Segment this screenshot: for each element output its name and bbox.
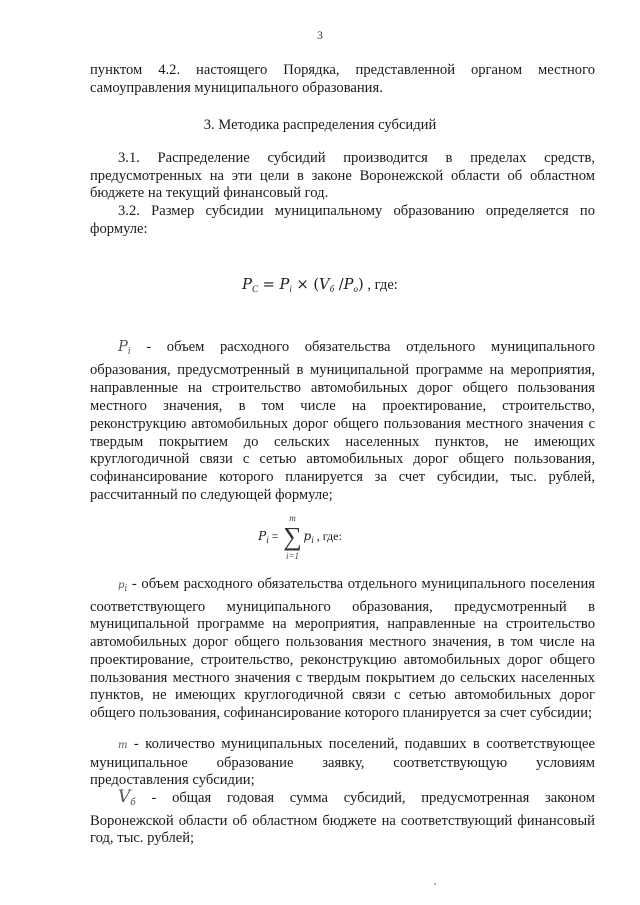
definition-symbol-pi: P (118, 338, 128, 355)
definition-symbol-m: m (118, 740, 128, 751)
sum-upper-limit: m (289, 513, 296, 523)
paragraph-3-2: 3.2. Размер субсидии муниципальному образованию определяется по формуле: (90, 203, 595, 237)
page-number: 3 (317, 30, 323, 42)
sum-subscript-i: i (266, 534, 269, 545)
definition-pi-total (90, 338, 595, 505)
definition-text-m: - количество муниципальных поселений, подавших в соответствующее муниципальное образование заявку, соответствующую условиям предоставления субсидии; (90, 736, 595, 789)
sum-lower-limit: i=1 (285, 551, 300, 561)
formula-equals: = (257, 276, 280, 293)
sum-term-p: p (303, 528, 312, 543)
definition-vb (90, 789, 595, 848)
definition-symbol-v: V (118, 787, 131, 807)
sum-symbol-pi: P (258, 528, 267, 543)
sum-term-subscript: i (311, 534, 314, 545)
sigma-symbol (282, 513, 304, 561)
formula-subsidy-size (0, 276, 640, 294)
definition-text-vb: - общая годовая сумма субсидий, предусмотренная законом Воронежской области об областном бюджете на соответствующий финансовый год, тыс. рублей; (90, 790, 595, 847)
sum-equals: = (268, 528, 282, 543)
formula-close-paren: ) (358, 276, 364, 293)
definition-subscript-i-small: i (124, 584, 128, 594)
formula-divide: / (334, 276, 344, 293)
sigma-glyph: ∑ (283, 522, 302, 551)
sum-where: , где: (313, 528, 342, 543)
formula-subscript-i: i (289, 284, 292, 294)
definition-m (90, 736, 595, 790)
paragraph-3-1: 3.1. Распределение субсидий производится в пределах средств, предусмотренных на эти цели в законе Воронежской области об областном бюджете на текущий финансовый год. (90, 150, 595, 202)
scan-speck (434, 883, 436, 885)
definition-text-p-small: - объем расходного обязательства отдельного муниципального поселения соответствующего муниципального образования, предусмотренный в муниципальной программе на мероприятия, направленные на строительство автомобильных дорог общего пользования местного значения, в том числе на проектирование, строительство, реконструкцию автомобильных дорог общего пользования местного значения с твердым покрытием до сельских населенных пунктов, не имеющих круглогодичной связи с сетью автомобильных дорог общего пользования, софинансирование которого планируется за счет субсидии; (90, 576, 595, 721)
formula-subscript-o: о (353, 284, 358, 294)
definition-subscript-i: i (127, 347, 131, 357)
formula-sum (0, 513, 640, 561)
formula-times: × ( (291, 276, 320, 293)
definition-pi-settlement (90, 576, 595, 723)
formula-symbol-pi: P (279, 276, 290, 293)
formula-subscript-c: C (251, 284, 258, 294)
formula-symbol-pc: P (242, 276, 252, 293)
formula-symbol-vb: V (319, 276, 330, 293)
section-heading: 3. Методика распределения субсидий (203, 117, 437, 133)
definition-symbol-p-small: p (118, 580, 125, 591)
formula-subscript-b: б (329, 284, 335, 294)
definition-text-pi: - объем расходного обязательства отдельного муниципального образования, предусмотренный в муниципальной программе на мероприятия, направленные на строительство автомобильных дорог общего пользования местного значения, в том числе на проектирование, строительство, реконструкцию автомобильных дорог общего пользования местного значения с твердым покрытием до сельских населенных пунктов, не имеющих круглогодичной связи с сетью автомобильных дорог общего пользования, софинансирование которого планируется за счет субсидии, тыс. рублей, рассчитанный по следующей формуле; (90, 339, 595, 504)
intro-paragraph: пунктом 4.2. настоящего Порядка, представленной органом местного самоуправления муниципального образования. (90, 62, 595, 96)
formula-symbol-po: P (343, 276, 354, 293)
formula-where: , где: (363, 277, 398, 293)
definition-subscript-b: б (130, 798, 136, 808)
